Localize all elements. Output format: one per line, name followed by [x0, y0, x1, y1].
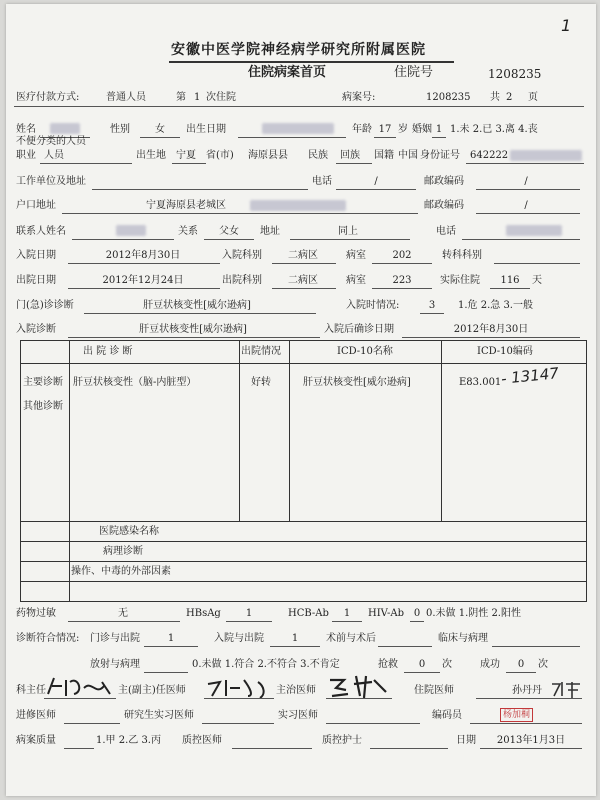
clinic-dx-label: 门(急)诊诊断 — [16, 300, 74, 311]
hbsag-value: 1 — [245, 608, 253, 619]
id-redacted — [510, 150, 582, 161]
id-prefix: 642222 — [470, 150, 509, 161]
record-label: 病案号: — [342, 92, 376, 103]
sex-value: 女 — [155, 124, 165, 135]
infection-label: 医院感染名称 — [99, 526, 159, 537]
hiv-label: HIV-Ab — [368, 608, 404, 619]
col-icd-name: ICD-10名称 — [337, 346, 393, 357]
name-label: 姓名 — [16, 124, 36, 135]
hospital-name: 安徽中医学院神经病学研究所附属医院 — [171, 42, 426, 58]
stay-days-unit: 天 — [532, 275, 542, 286]
attending-signature — [326, 672, 392, 700]
doc-title: 住院病案首页 — [248, 65, 327, 80]
work-zip-label: 邮政编码 — [424, 176, 464, 187]
admit-cond-label: 入院时情况: — [346, 300, 400, 311]
transfer-label: 转科科别 — [442, 250, 482, 261]
contact-addr-label: 地址 — [260, 226, 280, 237]
radio-options: 0.未做 1.符合 2.不符合 3.不肯定 — [192, 659, 340, 670]
hosp-no-label: 住院号 — [394, 65, 434, 80]
nation-label: 国籍 — [374, 150, 394, 161]
payment-value: 普通人员 — [106, 92, 146, 103]
main-dx-value: 肝豆状核变性（脑-内脏型） — [73, 377, 197, 388]
province-suffix: 省(市) — [206, 150, 234, 161]
surg-match-label: 术前与术后 — [326, 633, 376, 644]
admit-cond-value: 3 — [428, 300, 436, 311]
allergy-value: 无 — [118, 608, 128, 619]
main-dx-icd-name: 肝豆状核变性[威尔逊病] — [303, 377, 411, 388]
vice-chief-signature — [204, 674, 274, 700]
success-value: 0 — [517, 659, 525, 670]
clinic-dx-value: 肝豆状核变性[威尔逊病] — [143, 300, 251, 311]
confirm-date: 2012年8月30日 — [453, 324, 529, 335]
visit-prefix: 第 — [176, 92, 186, 103]
col-discharge-dx: 出 院 诊 断 — [83, 346, 133, 357]
intern-label: 实习医师 — [278, 710, 318, 721]
icd-code-handwritten: - 13147 — [500, 364, 560, 388]
age-prefix: 年龄 — [352, 124, 372, 135]
coder-stamp: 杨加桐 — [500, 708, 533, 722]
admit-dx-label: 入院诊断 — [16, 324, 56, 335]
stay-days-value: 116 — [500, 275, 520, 286]
rescue-unit: 次 — [442, 659, 452, 670]
resident-name: 孙丹丹 — [512, 685, 542, 696]
discharge-dept-value: 二病区 — [288, 275, 318, 286]
hospital-underline — [169, 61, 454, 63]
op-match-label: 门诊与出院 — [90, 633, 140, 644]
marriage-label: 婚姻 — [412, 124, 432, 135]
payment-label: 医疗付款方式: — [16, 92, 80, 103]
stay-days-label: 实际住院 — [440, 275, 480, 286]
marriage-value: 1 — [435, 124, 443, 135]
dob-label: 出生日期 — [186, 124, 226, 135]
discharge-dx-table — [20, 340, 587, 602]
other-dx-label: 其他诊断 — [23, 401, 63, 412]
payment-rule — [14, 106, 584, 107]
qc-doctor-label: 质控医师 — [182, 735, 222, 746]
admit-dx-value: 肝豆状核变性[威尔逊病] — [139, 324, 247, 335]
work-zip-value: / — [524, 176, 528, 187]
marriage-note: 不便分类的人员 — [16, 136, 86, 147]
contact-phone-label: 电话 — [436, 226, 456, 237]
admit-date-value: 2012年8月30日 — [105, 250, 181, 261]
resident-label: 住院医师 — [414, 685, 454, 696]
work-phone-label: 电话 — [312, 176, 332, 187]
hbsag-label: HBsAg — [186, 608, 221, 619]
relation-value: 父女 — [219, 226, 239, 237]
pathology-label: 病理诊断 — [103, 546, 143, 557]
admit-dept-label: 入院科别 — [222, 250, 262, 261]
work-phone-value: / — [374, 176, 378, 187]
radio-label: 放射与病理 — [90, 659, 140, 670]
io-match-value: 1 — [291, 633, 299, 644]
hiv-value: 0 — [413, 608, 421, 619]
pages-suffix: 页 — [528, 92, 538, 103]
lab-options: 0.未做 1.阴性 2.阳性 — [426, 608, 521, 619]
work-label: 工作单位及地址 — [16, 176, 86, 187]
birthplace-label: 出生地 — [136, 150, 166, 161]
attending-label: 主治医师 — [276, 685, 316, 696]
county-value: 海原县县 — [248, 150, 288, 161]
record-value: 1208235 — [426, 92, 471, 103]
marriage-options: 1.未 2.已 3.离 4.丧 — [450, 124, 538, 135]
quality-options: 1.甲 2.乙 3.丙 — [96, 735, 161, 746]
contact-addr-value: 同上 — [338, 226, 358, 237]
job-label: 职业 — [16, 150, 36, 161]
discharge-dept-label: 出院科别 — [222, 275, 262, 286]
date-value: 2013年1月3日 — [496, 735, 566, 746]
age-unit: 岁 — [398, 124, 408, 135]
reg-label: 户口地址 — [16, 200, 56, 211]
job-value: 人员 — [44, 150, 64, 161]
ethnic-value: 回族 — [340, 150, 360, 161]
corner-mark: 1 — [561, 16, 572, 35]
admit-cond-options: 1.危 2.急 3.一般 — [458, 300, 533, 311]
id-label: 身份证号 — [420, 150, 460, 161]
rescue-label: 抢救 — [378, 659, 398, 670]
nation-value: 中国 — [398, 150, 418, 161]
col-status: 出院情况 — [241, 346, 281, 357]
relation-label: 关系 — [178, 226, 198, 237]
hosp-no: 1208235 — [488, 67, 542, 81]
admit-room-value: 202 — [392, 250, 412, 261]
contact-label: 联系人姓名 — [16, 226, 66, 237]
clin-match-label: 临床与病理 — [438, 633, 488, 644]
main-dx-label: 主要诊断 — [23, 377, 63, 388]
reg-zip-value: / — [524, 200, 528, 211]
reg-zip-label: 邮政编码 — [424, 200, 464, 211]
quality-label: 病案质量 — [16, 735, 56, 746]
io-match-label: 入院与出院 — [214, 633, 264, 644]
success-label: 成功 — [480, 659, 500, 670]
visit-count: 1 — [194, 92, 201, 103]
hcb-label: HCB-Ab — [288, 608, 329, 619]
external-cause-label: 操作、中毒的外部因素 — [71, 566, 171, 577]
discharge-room-value: 223 — [392, 275, 412, 286]
record-sheet — [6, 4, 596, 796]
rescue-value: 0 — [418, 659, 426, 670]
discharge-date-value: 2012年12月24日 — [102, 275, 184, 286]
chief-label: 科主任 — [16, 685, 46, 696]
hcb-value: 1 — [343, 608, 351, 619]
resident-signature — [550, 678, 584, 700]
sex-label: 性别 — [110, 124, 130, 135]
pages-prefix: 共 — [490, 92, 500, 103]
ethnic-label: 民族 — [308, 150, 328, 161]
allergy-label: 药物过敏 — [16, 608, 56, 619]
province-value: 宁夏 — [176, 150, 196, 161]
discharge-room-label: 病室 — [346, 275, 366, 286]
visit-suffix: 次住院 — [206, 92, 236, 103]
op-match-value: 1 — [167, 633, 175, 644]
qc-nurse-label: 质控护士 — [322, 735, 362, 746]
reg-redacted — [250, 200, 346, 211]
contact-redacted — [116, 225, 146, 236]
reg-value: 宁夏海原县老城区 — [146, 200, 226, 211]
success-unit: 次 — [538, 659, 548, 670]
col-icd-code: ICD-10编码 — [477, 346, 533, 357]
admit-dept-value: 二病区 — [288, 250, 318, 261]
chief-signature — [44, 674, 116, 700]
coder-label: 编码员 — [432, 710, 462, 721]
admit-date-label: 入院日期 — [16, 250, 56, 261]
main-dx-status: 好转 — [251, 377, 271, 388]
date-label: 日期 — [456, 735, 476, 746]
grad-intern-label: 研究生实习医师 — [124, 710, 194, 721]
pages-count: 2 — [506, 92, 513, 103]
contact-phone-redacted — [506, 225, 562, 236]
advanced-doc-label: 进修医师 — [16, 710, 56, 721]
vice-chief-label: 主(副主)任医师 — [118, 685, 186, 696]
main-dx-icd-code: E83.001 — [459, 377, 502, 388]
name-redacted — [50, 123, 80, 134]
confirm-label: 入院后确诊日期 — [324, 324, 394, 335]
match-label: 诊断符合情况: — [16, 633, 80, 644]
admit-room-label: 病室 — [346, 250, 366, 261]
age-value: 17 — [378, 124, 392, 135]
dob-redacted — [262, 123, 334, 134]
discharge-date-label: 出院日期 — [16, 275, 56, 286]
